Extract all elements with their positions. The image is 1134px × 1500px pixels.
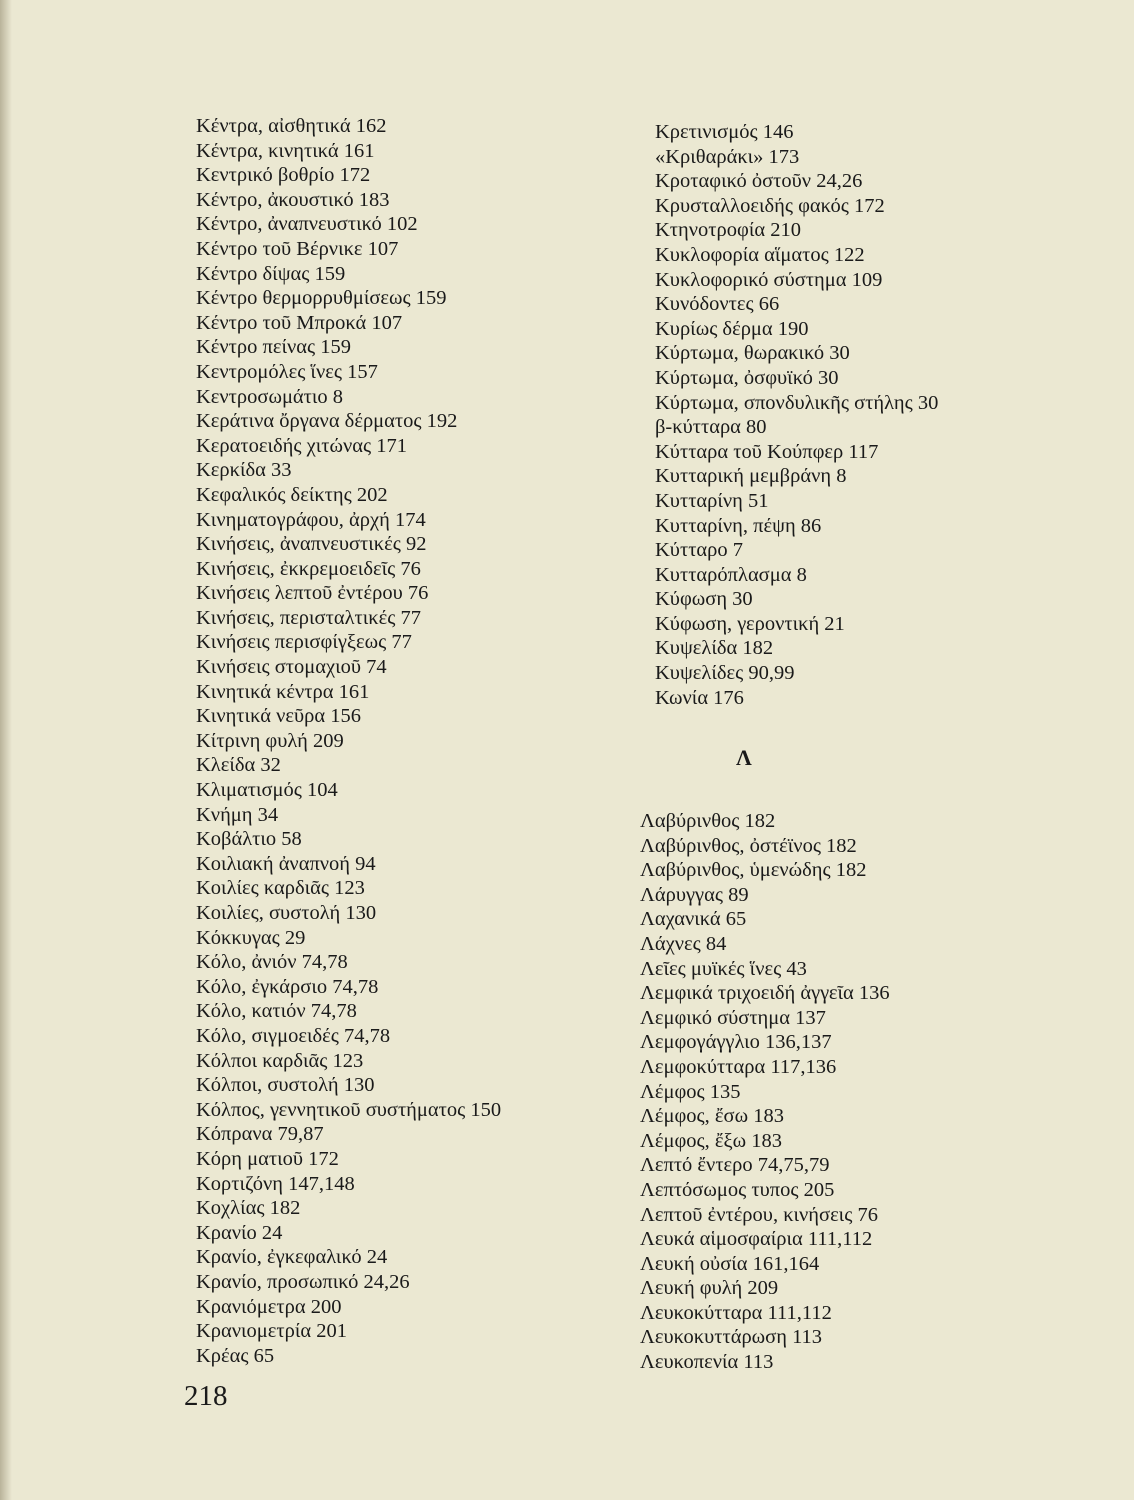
index-column-left bbox=[196, 114, 501, 1368]
index-entry: Κινητικά κέντρα 161 bbox=[196, 680, 370, 703]
index-entry: Κερκίδα 33 bbox=[196, 459, 292, 482]
index-entry: Λεμφογάγγλιο 136,137 bbox=[640, 1031, 832, 1054]
index-entry: Λευκοπενία 113 bbox=[640, 1351, 774, 1374]
index-entry: Κύτταρο 7 bbox=[655, 539, 744, 562]
index-entry: Κινήσεις στομαχιοῦ 74 bbox=[196, 656, 387, 679]
index-entry: Λεμφοκύτταρα 117,136 bbox=[640, 1055, 837, 1078]
index-entry: Κυκλοφορία αἵματος 122 bbox=[655, 243, 865, 266]
index-entry: Κλείδα 32 bbox=[196, 754, 281, 777]
index-entry: Κόλπος, γεννητικοῦ συστήματος 150 bbox=[196, 1098, 502, 1121]
index-entry: Κινηματογράφου, ἀρχή 174 bbox=[196, 508, 426, 531]
page-binding-edge bbox=[0, 0, 12, 1500]
index-entry: Κινήσεις, περισταλτικές 77 bbox=[196, 606, 421, 629]
index-entry: Κύτταρα τοῦ Κούπφερ 117 bbox=[655, 440, 879, 463]
index-entry: Λεπτόσωμος τυπος 205 bbox=[640, 1178, 835, 1201]
index-entry: Κυτταρόπλασμα 8 bbox=[655, 563, 807, 586]
index-entry: Λάρυγγας 89 bbox=[640, 883, 749, 906]
index-entry: Κέντρα, αἰσθητικά 162 bbox=[196, 115, 387, 137]
index-entry: Κορτιζόνη 147,148 bbox=[196, 1172, 355, 1195]
index-entry: Κοβάλτιο 58 bbox=[196, 828, 302, 851]
index-entry: Λεμφικά τριχοειδή ἀγγεῖα 136 bbox=[640, 982, 890, 1005]
index-entry: Κτηνοτροφία 210 bbox=[655, 219, 801, 242]
index-entry: Κρυσταλλοειδής φακός 172 bbox=[655, 194, 885, 217]
index-entry: Λεῖες μυϊκές ἵνες 43 bbox=[640, 957, 807, 980]
index-entry: Κέντρο, ἀκουστικό 183 bbox=[196, 188, 390, 211]
index-entry: Κυρίως δέρμα 190 bbox=[655, 317, 809, 340]
index-entry: Λαχανικά 65 bbox=[640, 908, 747, 931]
index-entry: Κερατοειδής χιτώνας 171 bbox=[196, 434, 407, 457]
index-entry: Κύφωση, γεροντική 21 bbox=[655, 612, 845, 635]
index-entry: Κοιλίες, συστολή 130 bbox=[196, 902, 377, 924]
index-entry: Λευκοκύτταρα 111,112 bbox=[640, 1301, 832, 1324]
index-entry: Κέντρα, κινητικά 161 bbox=[196, 139, 375, 162]
index-entry: Λάχνες 84 bbox=[640, 932, 727, 955]
index-entry: Κεράτινα ὄργανα δέρματος 192 bbox=[196, 410, 458, 433]
index-entry: Κύρτωμα, θωρακικό 30 bbox=[655, 342, 850, 365]
index-entry: Κόπρανα 79,87 bbox=[196, 1123, 324, 1146]
index-entry: Κρανιόμετρα 200 bbox=[196, 1295, 342, 1318]
index-entry: Λεμφικό σύστημα 137 bbox=[640, 1006, 826, 1029]
index-entry: Κέντρο τοῦ Μπροκά 107 bbox=[196, 311, 403, 334]
index-entry: Κρετινισμός 146 bbox=[655, 121, 794, 143]
index-entry: Κόλο, ἀνιόν 74,78 bbox=[196, 951, 348, 974]
index-entry: Κύρτωμα, ὀσφυϊκό 30 bbox=[655, 366, 839, 389]
index-entry: Κινήσεις λεπτοῦ ἐντέρου 76 bbox=[196, 582, 429, 605]
page-number: 218 bbox=[184, 1380, 228, 1412]
index-entry: β-κύτταρα 80 bbox=[655, 416, 767, 439]
index-entry: Κοιλιακή ἀναπνοή 94 bbox=[196, 852, 376, 875]
index-entry: Κόλο, κατιόν 74,78 bbox=[196, 1000, 357, 1023]
index-entry: Κυνόδοντες 66 bbox=[655, 293, 780, 316]
index-entry: Κέντρο δίψας 159 bbox=[196, 262, 346, 285]
index-entry: Λευκοκυττάρωση 113 bbox=[640, 1326, 823, 1349]
index-entry: Κόλποι, συστολή 130 bbox=[196, 1074, 375, 1097]
index-entry: Λαβύρινθος, ὑμενώδης 182 bbox=[640, 859, 867, 882]
index-entry: Κρανίο 24 bbox=[196, 1221, 283, 1244]
index-entry: Κλιματισμός 104 bbox=[196, 779, 338, 802]
index-entry: Κέντρο, ἀναπνευστικό 102 bbox=[196, 213, 418, 236]
index-entry: Κυκλοφορικό σύστημα 109 bbox=[655, 268, 883, 291]
index-entry: Κρανίο, ἐγκεφαλικό 24 bbox=[196, 1246, 388, 1269]
index-entry: Κινήσεις, ἐκκρεμοειδεῖς 76 bbox=[196, 557, 421, 580]
index-entry: Λευκά αἱμοσφαίρια 111,112 bbox=[640, 1228, 873, 1251]
index-entry: Λευκή οὐσία 161,164 bbox=[640, 1252, 820, 1275]
index-entry: Κυτταρίνη 51 bbox=[655, 489, 769, 512]
index-entry: Λέμφος, ἔξω 183 bbox=[640, 1129, 783, 1152]
index-entry: Κωνία 176 bbox=[655, 686, 744, 709]
index-entry: Κεντρομόλες ἵνες 157 bbox=[196, 360, 378, 383]
index-entry: Κόλποι καρδιᾶς 123 bbox=[196, 1049, 364, 1072]
index-column-right-top bbox=[655, 120, 938, 710]
index-entry: Κόρη ματιοῦ 172 bbox=[196, 1147, 339, 1170]
index-entry: Κρέας 65 bbox=[196, 1344, 275, 1367]
index-entry: Λέμφος 135 bbox=[640, 1080, 741, 1103]
index-entry: Κινήσεις, ἀναπνευστικές 92 bbox=[196, 533, 427, 556]
index-entry: «Κριθαράκι» 173 bbox=[655, 145, 800, 168]
index-entry: Κυτταρίνη, πέψη 86 bbox=[655, 514, 822, 537]
index-entry: Λέμφος, ἔσω 183 bbox=[640, 1105, 784, 1128]
index-entry: Κίτρινη φυλή 209 bbox=[196, 729, 344, 752]
index-entry: Κέντρο πείνας 159 bbox=[196, 336, 352, 359]
index-entry: Κινήσεις περισφίγξεως 77 bbox=[196, 631, 412, 654]
index-entry: Κύφωση 30 bbox=[655, 588, 753, 611]
index-entry: Κρανιομετρία 201 bbox=[196, 1320, 348, 1343]
index-entry: Λευκή φυλή 209 bbox=[640, 1277, 779, 1300]
index-entry: Κόλο, ἐγκάρσιο 74,78 bbox=[196, 975, 379, 998]
index-entry: Λεπτό ἔντερο 74,75,79 bbox=[640, 1154, 830, 1177]
index-entry: Κνήμη 34 bbox=[196, 803, 279, 826]
index-entry: Κεφαλικός δείκτης 202 bbox=[196, 483, 388, 506]
index-entry: Κρανίο, προσωπικό 24,26 bbox=[196, 1270, 410, 1293]
index-entry: Λεπτοῦ ἐντέρου, κινήσεις 76 bbox=[640, 1203, 878, 1226]
index-entry: Κυτταρική μεμβράνη 8 bbox=[655, 465, 847, 488]
index-entry: Κύρτωμα, σπονδυλικῆς στήλης 30 bbox=[655, 391, 939, 414]
index-entry: Κέντρο τοῦ Βέρνικε 107 bbox=[196, 237, 399, 260]
index-entry: Κόκκυγας 29 bbox=[196, 926, 306, 949]
section-heading-letter: Λ bbox=[736, 745, 752, 770]
index-entry: Κόλο, σιγμοειδές 74,78 bbox=[196, 1024, 391, 1047]
index-entry: Κινητικά νεῦρα 156 bbox=[196, 705, 361, 728]
index-entry: Λαβύρινθος, ὀστέϊνος 182 bbox=[640, 834, 857, 857]
index-entry: Κοιλίες καρδιᾶς 123 bbox=[196, 877, 365, 900]
index-entry: Κυψελίδες 90,99 bbox=[655, 662, 795, 685]
index-entry: Κέντρο θερμορρυθμίσεως 159 bbox=[196, 287, 447, 310]
index-column-right-bottom bbox=[640, 809, 890, 1375]
index-entry: Λαβύρινθος 182 bbox=[640, 810, 776, 832]
index-entry: Κυψελίδα 182 bbox=[655, 637, 774, 660]
index-entry: Κεντρικό βοθρίο 172 bbox=[196, 164, 371, 187]
index-entry: Κοχλίας 182 bbox=[196, 1197, 301, 1220]
index-entry: Κεντροσωμάτιο 8 bbox=[196, 385, 344, 408]
index-entry: Κροταφικό ὀστοῦν 24,26 bbox=[655, 170, 863, 193]
